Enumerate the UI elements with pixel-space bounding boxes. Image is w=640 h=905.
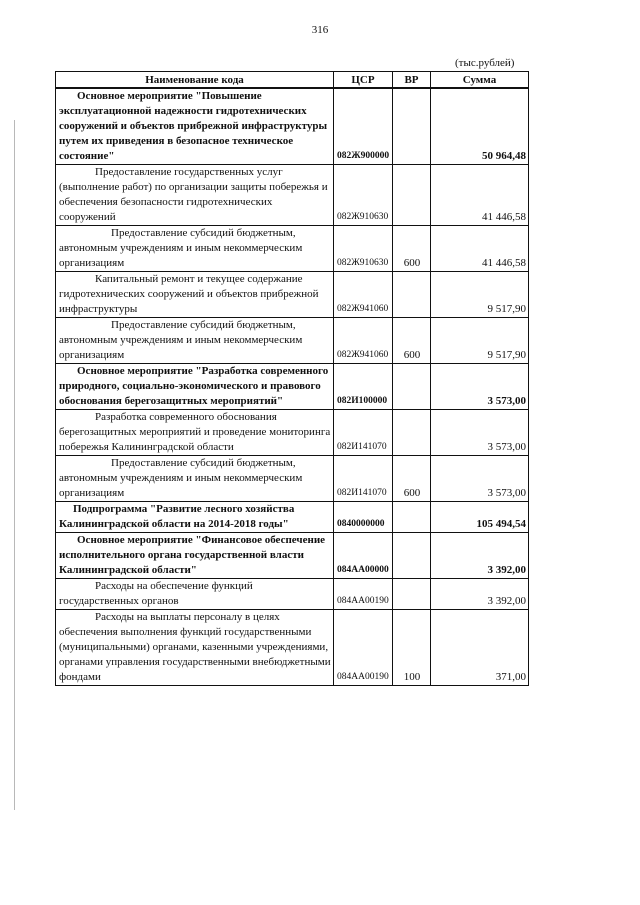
table-row (56, 456, 529, 502)
row-vr (393, 502, 431, 533)
table-row (56, 318, 529, 364)
row-sum: 105 494,54 (431, 502, 529, 533)
table-row (56, 88, 529, 165)
header-sum: Сумма (431, 72, 529, 89)
row-vr: 600 (393, 456, 431, 502)
margin-rule (14, 120, 15, 810)
header-name: Наименование кода (56, 72, 334, 89)
row-code: 0840000000 (334, 502, 393, 533)
row-code: 082Ж941060 (334, 318, 393, 364)
row-vr (393, 410, 431, 456)
table-row (56, 533, 529, 579)
row-code: 082Ж910630 (334, 165, 393, 226)
row-sum: 41 446,58 (431, 226, 529, 272)
row-code: 084АА00190 (334, 610, 393, 686)
row-name: Основное мероприятие "Повышение эксплуатационной надежности гидротехнических сооружений и объектов прибрежной инфраструктуры путем их приведения в безопасное техническое состояние" (56, 88, 334, 165)
row-sum: 41 446,58 (431, 165, 529, 226)
row-name: Подпрограмма "Развитие лесного хозяйства Калининградской области на 2014-2018 годы" (56, 502, 334, 533)
row-sum: 50 964,48 (431, 88, 529, 165)
row-sum: 9 517,90 (431, 318, 529, 364)
row-code: 082И141070 (334, 456, 393, 502)
row-vr (393, 165, 431, 226)
table-row (56, 610, 529, 686)
row-name: Основное мероприятие "Разработка современного природного, социально-экономического и правового обоснования берегозащитных мероприятий" (56, 364, 334, 410)
table-row (56, 272, 529, 318)
row-vr: 100 (393, 610, 431, 686)
row-sum: 9 517,90 (431, 272, 529, 318)
row-name: Капитальный ремонт и текущее содержание гидротехнических сооружений и объектов прибрежной инфраструктуры (56, 272, 334, 318)
row-vr (393, 88, 431, 165)
table-row (56, 226, 529, 272)
table-row (56, 410, 529, 456)
table-row (56, 502, 529, 533)
row-name: Основное мероприятие "Финансовое обеспечение исполнительного органа государственной власти Калининградской области" (56, 533, 334, 579)
row-vr: 600 (393, 318, 431, 364)
row-name: Расходы на выплаты персоналу в целях обеспечения выполнения функций государственными (муниципальными) органами, казенными учреждениями, органами управления государственными внебюджетными фондами (56, 610, 334, 686)
row-code: 082И141070 (334, 410, 393, 456)
row-name: Разработка современного обоснования берегозащитных мероприятий и проведение мониторинга побережья Калининградской области (56, 410, 334, 456)
row-sum: 3 573,00 (431, 456, 529, 502)
row-code: 084АА00000 (334, 533, 393, 579)
page-number: 316 (311, 24, 329, 36)
row-code: 084АА00190 (334, 579, 393, 610)
table-row (56, 364, 529, 410)
row-name: Предоставление субсидий бюджетным, автономным учреждениям и иным некоммерческим организациям (56, 456, 334, 502)
budget-table (55, 71, 529, 686)
row-code: 082Ж910630 (334, 226, 393, 272)
table-row (56, 165, 529, 226)
header-code: ЦСР (334, 72, 393, 89)
row-code: 082Ж941060 (334, 272, 393, 318)
row-vr: 600 (393, 226, 431, 272)
header-vr: ВР (393, 72, 431, 89)
table-row (56, 579, 529, 610)
row-name: Предоставление государственных услуг (выполнение работ) по организации защиты побережья и обеспечения безопасности гидротехнических сооружений (56, 165, 334, 226)
row-sum: 3 392,00 (431, 533, 529, 579)
row-code: 082Ж900000 (334, 88, 393, 165)
row-sum: 3 573,00 (431, 410, 529, 456)
row-sum: 371,00 (431, 610, 529, 686)
row-name: Расходы на обеспечение функций государственных органов (56, 579, 334, 610)
table-header-row (56, 72, 529, 89)
row-vr (393, 533, 431, 579)
row-vr (393, 579, 431, 610)
units-label: (тыс.рублей) (455, 57, 515, 69)
row-name: Предоставление субсидий бюджетным, автономным учреждениям и иным некоммерческим организациям (56, 318, 334, 364)
row-sum: 3 573,00 (431, 364, 529, 410)
row-vr (393, 272, 431, 318)
row-sum: 3 392,00 (431, 579, 529, 610)
row-code: 082И100000 (334, 364, 393, 410)
row-vr (393, 364, 431, 410)
row-name: Предоставление субсидий бюджетным, автономным учреждениям и иным некоммерческим организациям (56, 226, 334, 272)
